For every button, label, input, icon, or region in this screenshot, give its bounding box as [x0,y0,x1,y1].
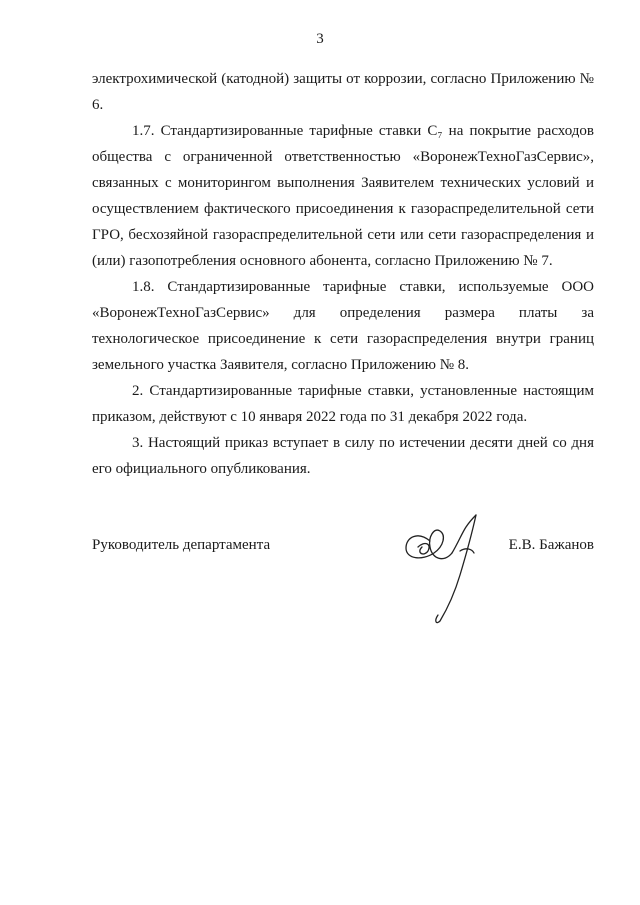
signatory-name: Е.В. Бажанов [508,537,594,553]
signatory-title: Руководитель департамента [92,537,271,553]
page-number: 3 [316,31,324,47]
paragraph-2: 2. Стандартизированные тарифные ставки, установленные настоящим приказом, действуют с 10 января 2022 года по 31 декабря 2022 года. [92,383,594,425]
paragraph-1-7: 1.7. Стандартизированные тарифные ставки C₇ на покрытие расходов общества с ограниченной ответственностью «ВоронежТехноГазСервис», связанных с мониторингом выполнения Заявителем технических условий и осуществлением фактического присоединения к газораспределительной сети ГРО, бесхозяйной газораспределительной сети или сети газораспределения и (или) газопотребления основного абонента, согласно Приложению № 7. [92,123,594,269]
paragraph-continuation: электрохимической (катодной) защиты от коррозии, согласно Приложению № 6. [92,71,594,113]
paragraph-1-8: 1.8. Стандартизированные тарифные ставки, используемые ООО «ВоронежТехноГазСервис» для определения размера платы за технологическое присоединение к сети газораспределения внутри границ земельного участка Заявителя, согласно Приложению № 8. [92,279,594,373]
handwritten-signature [400,503,500,628]
paragraph-3: 3. Настоящий приказ вступает в силу по истечении десяти дней со дня его официального опубликования. [92,435,594,477]
document-body [92,66,594,482]
signature-block [92,537,594,567]
